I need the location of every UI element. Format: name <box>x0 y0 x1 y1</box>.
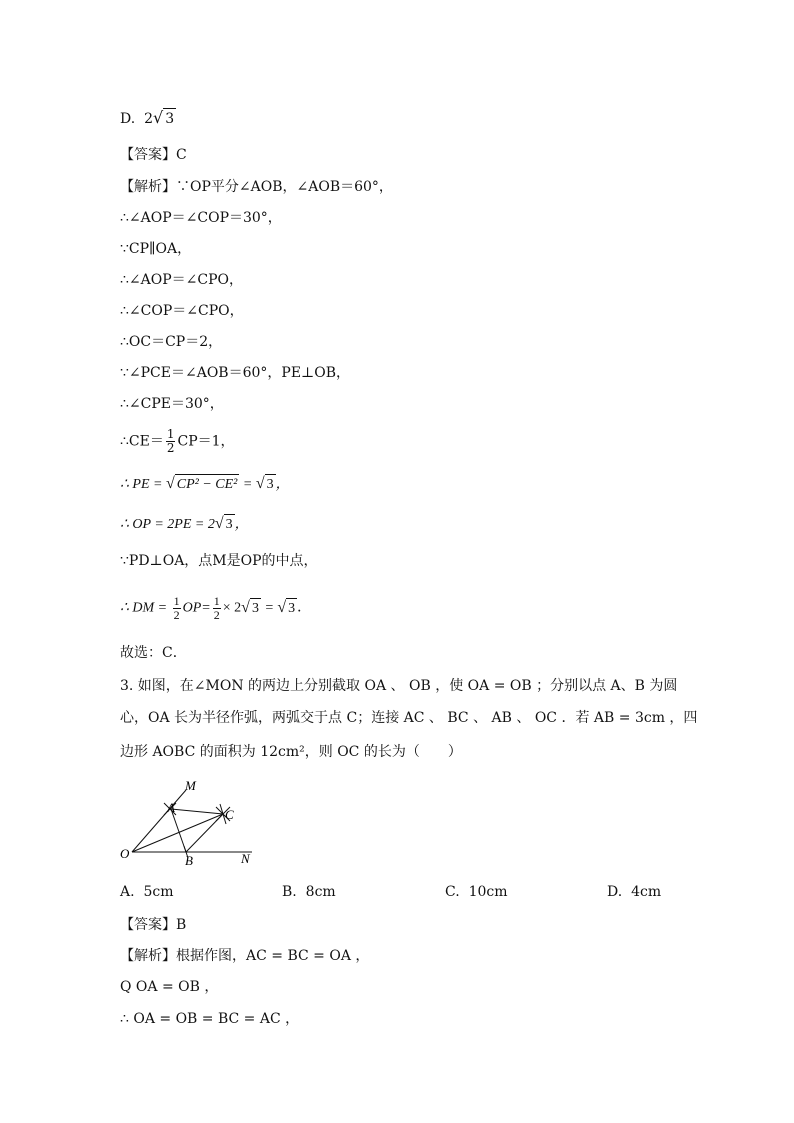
equals: = <box>242 477 253 492</box>
label-o: O <box>120 846 130 861</box>
q2-line-4: ∴∠AOP＝∠CPO， <box>120 272 243 288</box>
option-text: 8cm <box>305 884 336 900</box>
radical-sign: √ <box>277 598 287 616</box>
option-c[interactable] <box>445 884 508 900</box>
q2-line-11 <box>120 514 249 535</box>
eq-mid: OP= <box>182 600 211 616</box>
option-coef: 2 <box>144 111 154 127</box>
radicand: 3 <box>224 514 235 535</box>
q2-answer <box>120 145 187 165</box>
option-letter: D. <box>607 884 623 900</box>
q3-analysis-line-2: Q OA = OB ， <box>120 979 219 995</box>
label-n: N <box>241 851 250 866</box>
fraction-numerator: 1 <box>173 594 180 608</box>
label-c: C <box>225 807 234 822</box>
option-b[interactable] <box>282 884 336 900</box>
equals: = <box>264 600 274 616</box>
q3-answer <box>120 915 186 935</box>
q2-line-12: ∵PD⊥OA，点M是OP的中点， <box>120 553 318 569</box>
option-letter: B. <box>282 884 297 900</box>
q3-stem-line-3: 边形 AOBC 的面积为 12cm²，则 OC 的长为（ ） <box>120 744 462 760</box>
radical-sign: √ <box>153 108 164 127</box>
radicand: CP² − CE² <box>175 474 240 495</box>
q2-line-7: ∵∠PCE＝∠AOB＝60°，PE⊥OB， <box>120 365 350 381</box>
q3-analysis-line-1 <box>120 946 369 966</box>
q2-line-5: ∴∠COP＝∠CPO， <box>120 303 244 319</box>
q2-line-3: ∵CP∥OA， <box>120 241 192 257</box>
option-radicand: 3 <box>163 108 176 129</box>
analysis-tag: 【解析】 <box>120 948 176 964</box>
fraction-denominator: 2 <box>213 608 220 622</box>
analysis-text: ∵OP平分∠AOB，∠AOB＝60°， <box>176 179 393 195</box>
fraction-half <box>213 595 221 622</box>
radical-sign: √ <box>255 475 265 492</box>
fraction-half <box>173 595 181 622</box>
option-text: 5cm <box>143 884 174 900</box>
option-text: 4cm <box>631 884 662 900</box>
label-a: A <box>167 800 175 815</box>
option-letter: A. <box>120 884 135 900</box>
q2-line-6: ∴OC＝CP＝2， <box>120 334 223 350</box>
q2-line-10 <box>120 474 290 495</box>
answer-tag: 【答案】 <box>120 147 176 163</box>
answer-tag: 【答案】 <box>120 917 176 933</box>
ray-om <box>132 790 186 852</box>
radical-sign: √ <box>214 515 224 532</box>
eq-prefix: ∴CE＝ <box>120 433 164 450</box>
label-b: B <box>185 853 193 868</box>
radicand: 3 <box>265 474 276 495</box>
fraction-half <box>166 428 176 455</box>
analysis-text: 根据作图，AC = BC = OA ， <box>176 948 370 964</box>
q2-line-8: ∴∠CPE＝30°， <box>120 396 224 412</box>
option-d <box>120 108 176 129</box>
answer-value: C <box>176 147 187 163</box>
radical-sign: √ <box>241 598 250 616</box>
eq-prefix: ∴ OP = 2PE = 2 <box>120 517 215 532</box>
option-d[interactable] <box>607 884 661 900</box>
q2-analysis-line-1 <box>120 177 393 197</box>
fraction-numerator: 1 <box>213 594 220 608</box>
option-text: 10cm <box>468 884 508 900</box>
q3-analysis-line-3: ∴ OA = OB = BC = AC ， <box>120 1011 300 1027</box>
segment-ac <box>171 809 223 814</box>
eq-suffix: CP＝1， <box>177 433 235 450</box>
radical-sign: √ <box>165 475 175 492</box>
fraction-denominator: 2 <box>166 441 175 455</box>
option-letter: D. <box>120 111 136 127</box>
answer-value: B <box>176 917 187 933</box>
q2-line-9 <box>120 428 235 455</box>
fraction-denominator: 2 <box>173 608 180 622</box>
segment-oc <box>132 814 223 852</box>
q3-figure <box>112 776 262 870</box>
q3-stem-line-1: 3. 如图，在∠MON 的两边上分别截取 OA 、 OB ，使 OA = OB ；分别以点 A、B 为圆 <box>120 678 678 694</box>
q2-line-2: ∴∠AOP＝∠COP＝30°， <box>120 210 282 226</box>
q3-stem-line-2: 心，OA 长为半径作弧，两弧交于点 C；连接 AC 、 BC 、 AB 、 OC ．若 AB = 3cm ，四 <box>120 710 698 726</box>
option-a[interactable] <box>120 884 174 900</box>
punct: ， <box>275 477 290 492</box>
punct: ． <box>297 600 312 616</box>
eq-prefix: ∴ DM = <box>120 600 168 616</box>
q2-line-13 <box>120 595 311 622</box>
label-m: M <box>185 778 196 793</box>
fraction-numerator: 1 <box>166 427 175 441</box>
option-letter: C. <box>445 884 460 900</box>
eq-mid: × 2 <box>222 600 242 616</box>
q2-choose: 故选：C． <box>120 645 187 661</box>
radicand: 3 <box>286 598 297 619</box>
punct: ， <box>234 517 249 532</box>
eq-prefix: ∴ PE = <box>120 477 163 492</box>
radicand: 3 <box>250 598 261 619</box>
analysis-tag: 【解析】 <box>120 179 176 195</box>
